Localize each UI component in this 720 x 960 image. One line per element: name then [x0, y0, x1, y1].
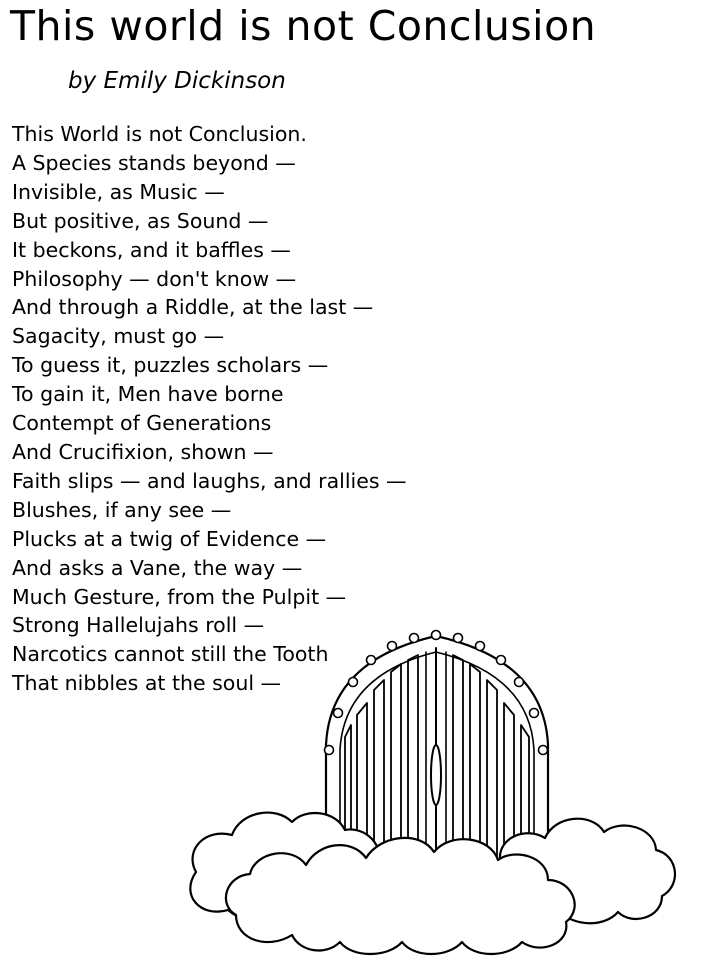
cloud-right	[488, 819, 675, 924]
poem-line: Faith slips — and laughs, and rallies —	[12, 468, 407, 493]
poem-line: But positive, as Sound —	[12, 208, 269, 233]
poem-line: Sagacity, must go —	[12, 324, 225, 349]
cloud-left	[190, 813, 383, 925]
poem-line: To gain it, Men have borne	[12, 382, 284, 407]
poem-byline: by Emily Dickinson	[68, 68, 286, 94]
poem-line: That nibbles at the soul —	[12, 671, 282, 696]
poem-line: Philosophy — don't know —	[12, 266, 297, 291]
gate-doors	[426, 648, 446, 860]
poem-line: Plucks at a twig of Evidence —	[12, 526, 327, 551]
poem-line: To guess it, puzzles scholars —	[12, 353, 329, 378]
poem-line: Invisible, as Music —	[12, 179, 225, 204]
poem-line: It beckons, and it baffles —	[12, 237, 291, 262]
cloud-center	[226, 838, 575, 954]
poem-line: Blushes, if any see —	[12, 497, 232, 522]
poem-line: And through a Riddle, at the last —	[12, 295, 374, 320]
poem-line: A Species stands beyond —	[12, 150, 296, 175]
poem-line: And asks a Vane, the way —	[12, 555, 303, 580]
poem-body	[12, 120, 407, 698]
gate-handle-icon	[431, 745, 441, 805]
poem-line: Contempt of Generations	[12, 411, 272, 436]
poem-line: Strong Hallelujahs roll —	[12, 613, 265, 638]
poem-line: And Crucifixion, shown —	[12, 439, 274, 464]
poem-line: This World is not Conclusion.	[12, 122, 307, 146]
poem-line: Much Gesture, from the Pulpit —	[12, 584, 347, 609]
poem-title: This world is not Conclusion	[10, 2, 597, 50]
poem-line: Narcotics cannot still the Tooth	[12, 642, 329, 667]
